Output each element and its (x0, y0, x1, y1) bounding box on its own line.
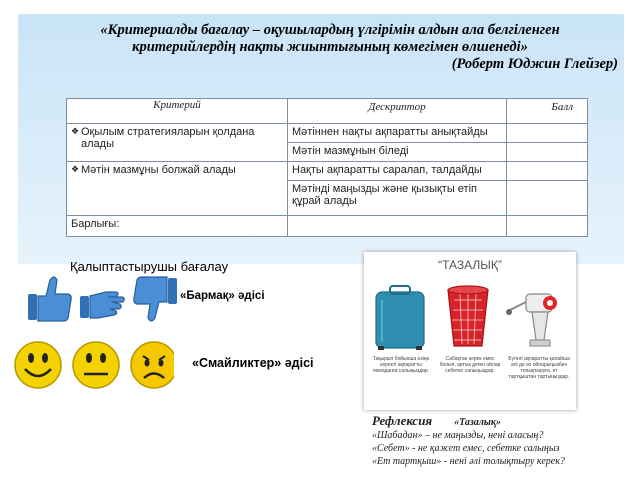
basket-icon (448, 286, 488, 346)
suitcase-icon (376, 286, 424, 350)
reflection-line-2: «Себет» - не қажет емес, себетке салыңыз (372, 443, 560, 454)
score-cell-3[interactable] (507, 162, 588, 181)
criteria-table (66, 98, 588, 237)
smiley-icons (14, 338, 174, 392)
total-descriptor-cell (288, 216, 507, 237)
reflection-line-3: «Ет тартқыш» - нені әлі толықтыру керек? (372, 456, 565, 467)
reflection-line-1: «Шабадан» – не маңызды, нені аласың? (372, 430, 544, 441)
card-caption-1: Тақырып бойынша өзіңе керекті ақпаратты чемоданға салыңыздар. (372, 356, 430, 374)
card-illustrations (364, 280, 576, 352)
thumbs-icons (24, 272, 184, 328)
thumb-down-icon (134, 277, 177, 321)
card-title: “ТАЗАЛЫҚ” (438, 258, 502, 272)
quote-line-2: критерийлердің нақты жиынтығының көмегімен өлшенеді» (132, 39, 528, 55)
meat-grinder-icon (506, 294, 557, 346)
descriptor-4: Мәтінді маңызды және қызықты етіп құрай алады (288, 181, 507, 216)
thumb-sideways-icon (80, 292, 124, 318)
cleanliness-card (364, 252, 576, 410)
header-criterion: Критерий (67, 99, 288, 124)
header-score: Балл (507, 99, 588, 119)
smiley-method-label: «Смайликтер» әдісі (192, 356, 314, 370)
total-label: Барлығы: (67, 216, 288, 237)
table-row-2-criterion: ❖ Мәтін мазмұны болжай алады (67, 162, 288, 216)
formative-assessment-title: Қалыптастырушы бағалау (70, 259, 229, 274)
thumb-up-icon (28, 277, 71, 321)
score-cell-2[interactable] (507, 143, 588, 162)
card-caption-2: Сабақтан керек емес болып, артық деген ойлар себетке салыңыздар. (439, 356, 501, 374)
score-cell-1[interactable] (507, 124, 588, 143)
total-score-cell[interactable] (507, 216, 588, 237)
descriptor-2: Мәтін мазмұнын біледі (288, 143, 507, 162)
sad-smiley-icon (131, 342, 174, 388)
card-caption-3: Бүгінгі ақпаратты қалайша әлі де өз ойларыңызбен толықтыруға, ет тартқыштан тартыңыздар. (508, 356, 570, 380)
quote-line-1: «Критериалды бағалау – оқушылардың үлгірімін алдын ала белгіленген (100, 22, 560, 38)
quote-block (40, 22, 620, 73)
bullet-icon: ❖ (71, 126, 80, 136)
descriptor-3: Нақты ақпаратты саралап, талдайды (288, 162, 507, 181)
thumbs-method-label: «Бармақ» әдісі (180, 290, 265, 302)
descriptor-1: Мәтіннен нақты ақпаратты анықтайды (288, 124, 507, 143)
bullet-icon: ❖ (71, 164, 80, 174)
reflection-tag: «Тазалық» (454, 417, 501, 428)
reflection-block (372, 414, 632, 468)
neutral-smiley-icon (73, 342, 119, 388)
quote-author: (Роберт Юджин Глейзер) (451, 56, 618, 72)
happy-smiley-icon (15, 342, 61, 388)
table-row-1-criterion: ❖ Оқылым стратегияларын қолдана алады (67, 124, 288, 162)
score-cell-4[interactable] (507, 181, 588, 216)
reflection-title: Рефлексия (372, 413, 433, 428)
header-descriptor: Дескриптор (288, 99, 507, 124)
